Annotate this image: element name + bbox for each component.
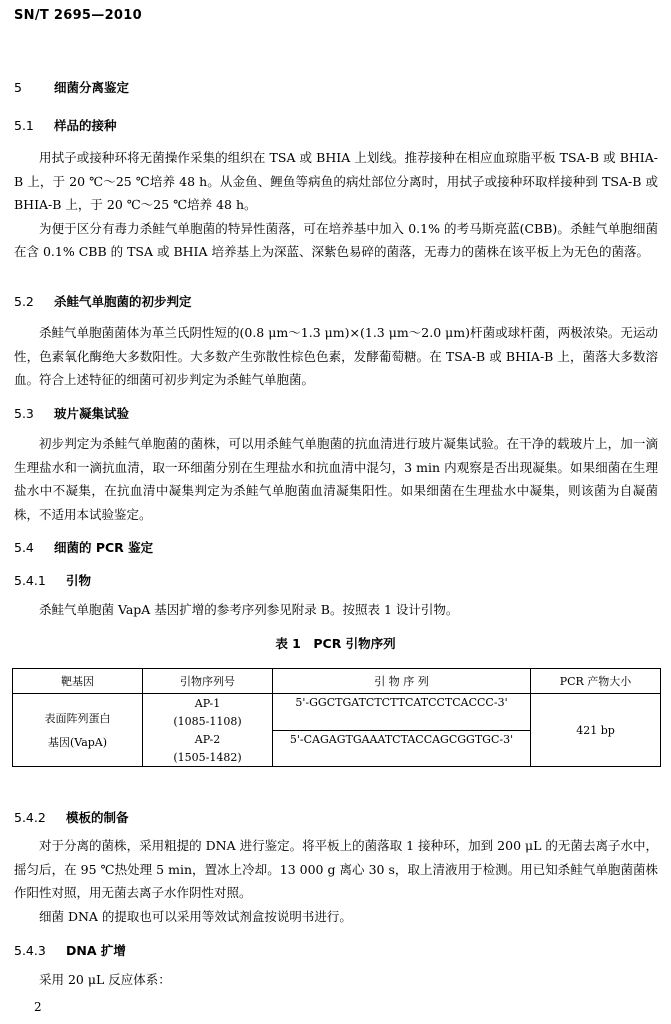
column-header: 靶基因 xyxy=(13,669,143,694)
table-header-row xyxy=(13,669,661,694)
section-title: 玻片凝集试验 xyxy=(54,406,130,421)
section-5-4-2-body xyxy=(14,834,658,928)
primer-position-cell: (1085-1108) xyxy=(143,712,273,730)
section-title: 模板的制备 xyxy=(66,810,129,825)
section-title: 细菌分离鉴定 xyxy=(54,80,130,95)
section-5-2-heading xyxy=(14,292,192,310)
section-title: 杀鲑气单胞菌的初步判定 xyxy=(54,294,192,309)
section-5-4-heading xyxy=(14,538,153,556)
table-row xyxy=(13,694,661,713)
section-5-4-3-heading xyxy=(14,941,126,959)
section-number: 5.4.3 xyxy=(14,943,46,958)
primer-sequence-cell xyxy=(273,730,531,767)
section-number: 5.2 xyxy=(14,294,34,309)
paragraph: 杀鲑气单胞菌 VapA 基因扩增的参考序列参见附录 B。按照表 1 设计引物。 xyxy=(39,602,459,617)
table-1-caption: 表 1 PCR 引物序列 xyxy=(275,636,396,651)
section-5-3-body xyxy=(14,432,658,526)
paragraph: 用拭子或接种环将无菌操作采集的组织在 TSA 或 BHIA 上划线。推荐接种在相应血琼脂平板 TSA-B 或 BHIA-B 上，于 20 ℃～25 ℃培养 48 h。从金鱼、鲤鱼等病鱼的病灶部位分离时，用拭子或接种环取样接种到 TSA-B 或 BHIA-B 上，于 20 ℃～25 ℃培养 48 h。 xyxy=(14,150,658,212)
paragraph: 对于分离的菌株，采用粗提的 DNA 进行鉴定。将平板上的菌落取 1 接种环，加到 200 μL 的无菌去离子水中，摇匀后，在 95 ℃热处理 5 min，置冰上冷却。13 000 g 离心 30 s，取上清液用于检测。用已知杀鲑气单胞菌菌株作阳性对照，用无菌去离子水作阴性对照。 xyxy=(14,838,658,900)
page-number: 2 xyxy=(34,1000,42,1014)
primer-id-cell: AP-2 xyxy=(143,730,273,748)
section-title: 引物 xyxy=(66,573,92,588)
primer-sequence: 5'-CAGAGTGAAATCTACCAGCGGTGC-3' xyxy=(289,732,514,746)
section-5-3-heading xyxy=(14,404,129,422)
target-gene-cell xyxy=(13,694,143,767)
column-header: 引 物 序 列 xyxy=(273,669,531,694)
primer-sequence-cell xyxy=(273,694,531,731)
primer-position-cell: (1505-1482) xyxy=(143,748,273,767)
section-number: 5.4.2 xyxy=(14,810,46,825)
primer-sequence: 5'-GGCTGATCTCTTCATCCTCACCC-3' xyxy=(295,696,508,709)
product-size-cell: 421 bp xyxy=(531,694,661,767)
section-5-4-1-heading xyxy=(14,571,91,589)
paragraph: 初步判定为杀鲑气单胞菌的菌株，可以用杀鲑气单胞菌的抗血清进行玻片凝集试验。在干净的载玻片上，加一滴生理盐水和一滴抗血清，取一环细菌分别在生理盐水和抗血清中混匀，3 min 内观察是否出现凝集。如果细菌在生理盐水中不凝集，在抗血清中凝集判定为杀鲑气单胞菌血清凝集阳性。如果细菌在生理盐水中凝集，则该菌为自凝菌株，不适用本试验鉴定。 xyxy=(14,436,658,522)
section-5-4-1-body xyxy=(14,598,658,622)
section-5-4-2-heading xyxy=(14,808,129,826)
standard-number-header: SN/T 2695—2010 xyxy=(14,8,142,23)
column-header: PCR 产物大小 xyxy=(531,669,661,694)
pcr-primer-table xyxy=(12,668,661,767)
section-number: 5.1 xyxy=(14,118,34,133)
target-gene-line: 基因(VapA) xyxy=(47,736,108,749)
column-header: 引物序列号 xyxy=(143,669,273,694)
paragraph: 细菌 DNA 的提取也可以采用等效试剂盒按说明书进行。 xyxy=(39,908,352,924)
paragraph: 采用 20 μL 反应体系： xyxy=(39,972,171,987)
section-title: DNA 扩增 xyxy=(66,943,126,958)
primer-id-cell: AP-1 xyxy=(143,694,273,713)
section-5-4-3-body xyxy=(14,968,658,992)
section-5-2-body xyxy=(14,321,658,392)
section-title: 样品的接种 xyxy=(54,118,117,133)
section-number: 5.4 xyxy=(14,540,34,555)
target-gene-line: 表面阵列蛋白 xyxy=(44,712,111,725)
paragraph: 杀鲑气单胞菌菌体为革兰氏阴性短的(0.8 μm～1.3 μm)×(1.3 μm～2.0 μm)杆菌或球杆菌，两极浓染。无运动性，色素氧化酶绝大多数阳性。大多数产生弥散性棕色色素，发酵葡萄糖。在 TSA-B 或 BHIA-B 上，菌落大多数溶血。符合上述特征的细菌可初步判定为杀鲑气单胞菌。 xyxy=(14,325,658,387)
section-number: 5 xyxy=(14,80,22,95)
section-title: 细菌的 PCR 鉴定 xyxy=(54,540,154,555)
paragraph: 为便于区分有毒力杀鲑气单胞菌的特异性菌落，可在培养基中加入 0.1% 的考马斯亮蓝(CBB)。杀鲑气单胞细菌在含 0.1% CBB 的 TSA 或 BHIA 培养基上为深蓝、深紫色易碎的菌落，无毒力的菌株在该平板上为无色的菌落。 xyxy=(14,220,658,259)
section-5-1-body xyxy=(14,146,658,264)
section-number: 5.3 xyxy=(14,406,34,421)
section-number: 5.4.1 xyxy=(14,573,46,588)
section-5-1-heading xyxy=(14,116,117,134)
section-5-heading xyxy=(14,78,129,96)
